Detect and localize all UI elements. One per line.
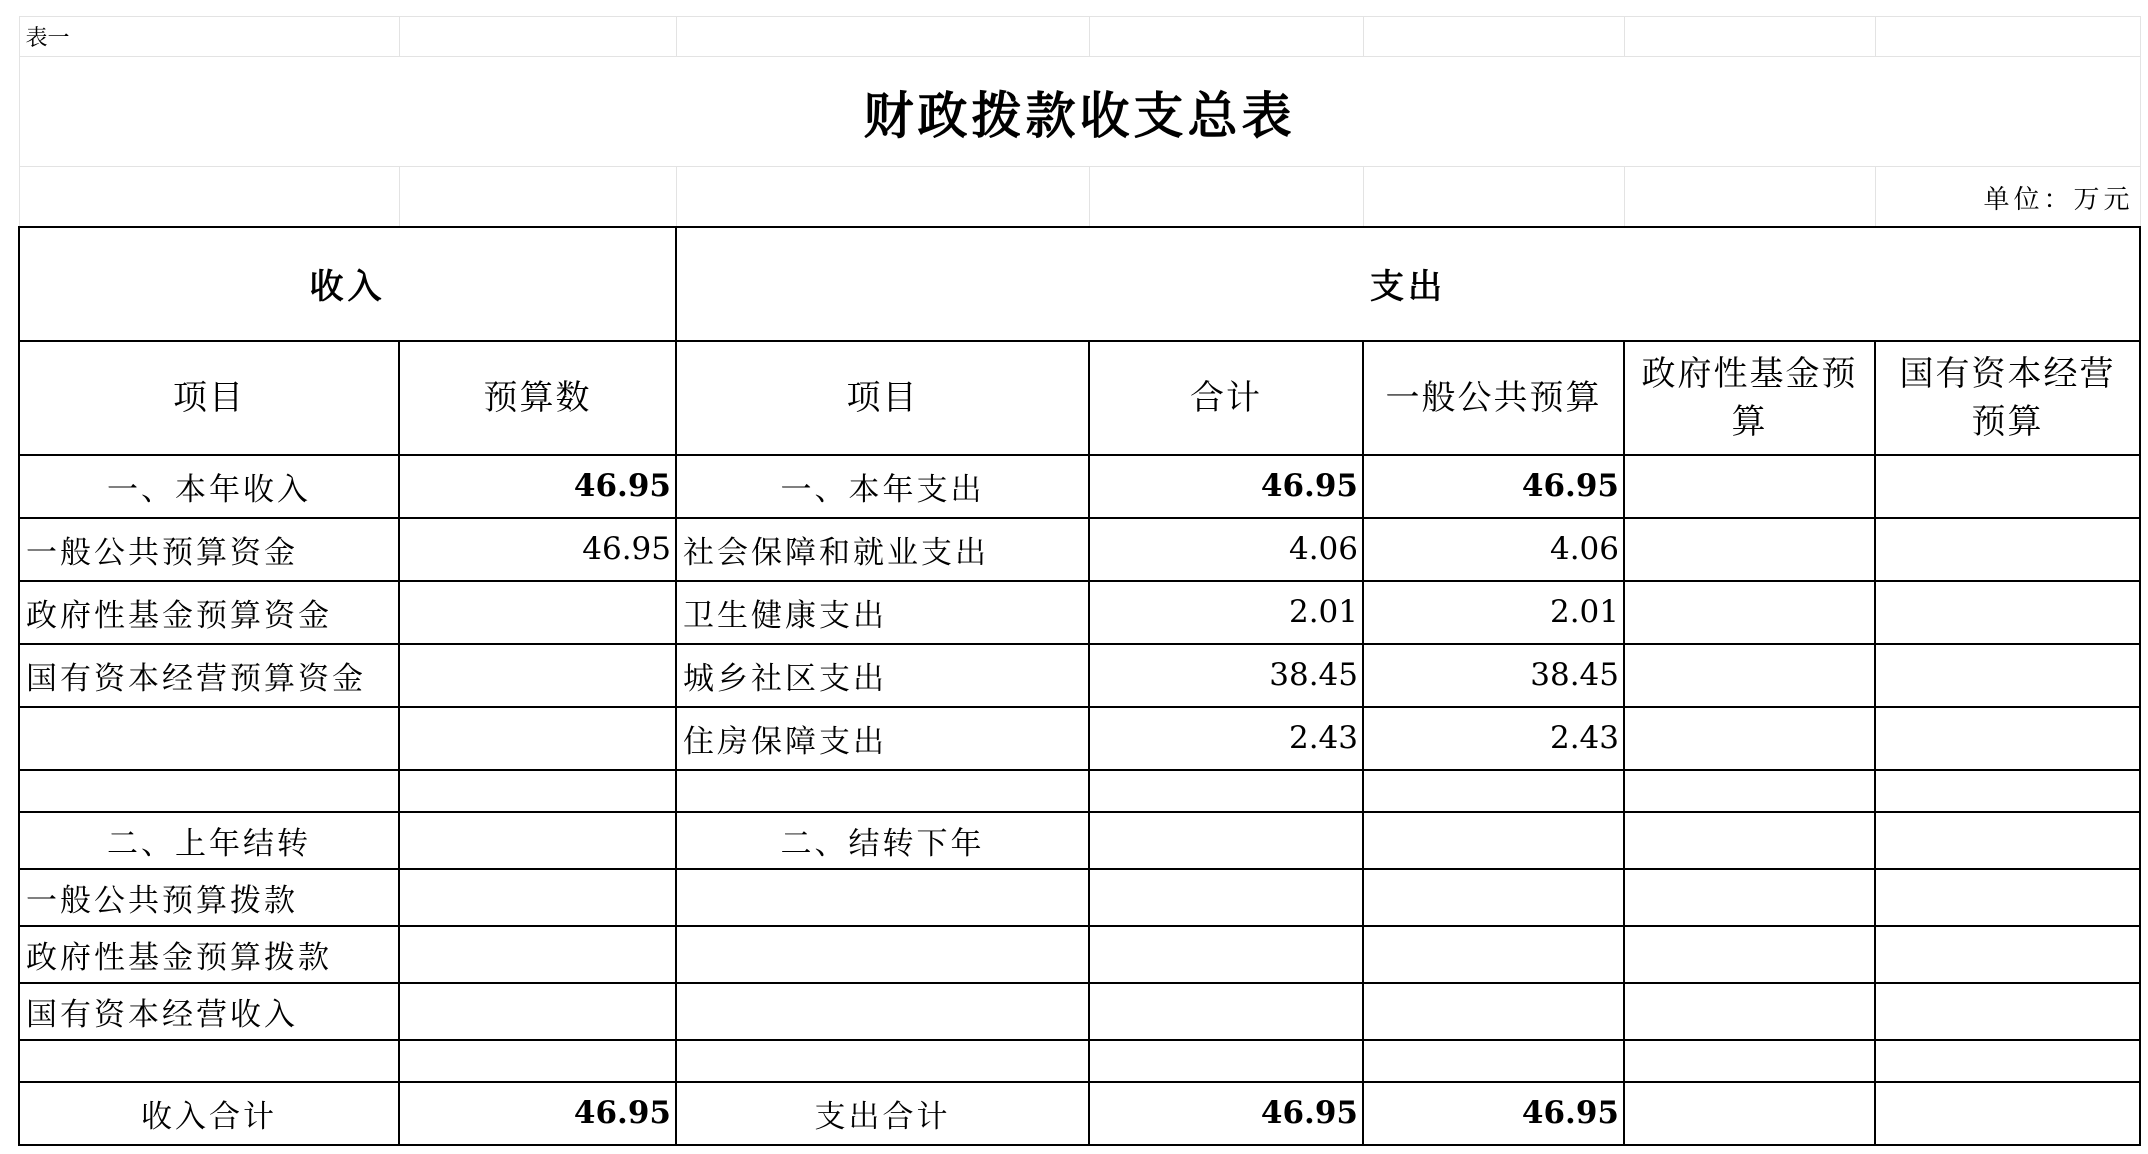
income-value: 46.95 — [399, 518, 676, 581]
income-value — [399, 983, 676, 1040]
expense-item — [676, 926, 1089, 983]
expense-total — [1089, 926, 1363, 983]
expense-fund — [1624, 581, 1875, 644]
expense-capital — [1875, 455, 2140, 518]
expense-capital — [1875, 644, 2140, 707]
expense-header: 支出 — [676, 227, 2140, 341]
expense-total — [1089, 983, 1363, 1040]
table-row — [19, 581, 2140, 644]
expense-total-label: 支出合计 — [676, 1082, 1089, 1145]
expense-total: 46.95 — [1089, 455, 1363, 518]
income-item: 一、本年收入 — [19, 455, 399, 518]
expense-fund — [1624, 707, 1875, 770]
income-item: 国有资本经营收入 — [19, 983, 399, 1040]
table-label: 表一 — [19, 17, 399, 57]
finance-summary-table — [18, 16, 2141, 1146]
expense-general — [1363, 812, 1624, 869]
income-total-value: 46.95 — [399, 1082, 676, 1145]
expense-total — [1089, 869, 1363, 926]
expense-general — [1363, 770, 1624, 812]
expense-item: 住房保障支出 — [676, 707, 1089, 770]
gov-fund-budget-header: 政府性基金预算 — [1624, 341, 1875, 455]
table-row — [19, 518, 2140, 581]
expense-general — [1363, 926, 1624, 983]
expense-general: 4.06 — [1363, 518, 1624, 581]
income-item: 政府性基金预算拨款 — [19, 926, 399, 983]
income-value — [399, 770, 676, 812]
table-row — [19, 983, 2140, 1040]
income-item: 一般公共预算资金 — [19, 518, 399, 581]
state-capital-budget-header: 国有资本经营预算 — [1875, 341, 2140, 455]
expense-total: 38.45 — [1089, 644, 1363, 707]
income-item: 国有资本经营预算资金 — [19, 644, 399, 707]
table-row — [19, 644, 2140, 707]
total-row — [19, 1082, 2140, 1145]
expense-total: 2.43 — [1089, 707, 1363, 770]
table-row — [19, 770, 2140, 812]
expense-item: 二、结转下年 — [676, 812, 1089, 869]
expense-fund — [1624, 1040, 1875, 1082]
income-item: 二、上年结转 — [19, 812, 399, 869]
expense-item: 社会保障和就业支出 — [676, 518, 1089, 581]
expense-capital — [1875, 707, 2140, 770]
expense-general: 38.45 — [1363, 644, 1624, 707]
income-value — [399, 1040, 676, 1082]
income-item-header: 项目 — [19, 341, 399, 455]
table-row — [19, 455, 2140, 518]
income-value — [399, 581, 676, 644]
expense-general: 46.95 — [1363, 455, 1624, 518]
expense-fund — [1624, 926, 1875, 983]
expense-item: 卫生健康支出 — [676, 581, 1089, 644]
income-value: 46.95 — [399, 455, 676, 518]
expense-general: 2.43 — [1363, 707, 1624, 770]
expense-general-total: 46.95 — [1363, 1082, 1624, 1145]
expense-fund-total — [1624, 1082, 1875, 1145]
expense-capital — [1875, 812, 2140, 869]
income-value — [399, 644, 676, 707]
expense-fund — [1624, 518, 1875, 581]
income-value — [399, 869, 676, 926]
expense-capital — [1875, 770, 2140, 812]
expense-total — [1089, 812, 1363, 869]
income-item: 一般公共预算拨款 — [19, 869, 399, 926]
expense-general — [1363, 983, 1624, 1040]
expense-total: 2.01 — [1089, 581, 1363, 644]
income-budget-header: 预算数 — [399, 341, 676, 455]
income-value — [399, 707, 676, 770]
expense-fund — [1624, 644, 1875, 707]
expense-fund — [1624, 455, 1875, 518]
expense-general — [1363, 1040, 1624, 1082]
expense-total — [1089, 1040, 1363, 1082]
expense-fund — [1624, 812, 1875, 869]
income-item — [19, 770, 399, 812]
expense-item — [676, 869, 1089, 926]
expense-item-header: 项目 — [676, 341, 1089, 455]
income-item — [19, 1040, 399, 1082]
expense-total: 4.06 — [1089, 518, 1363, 581]
expense-general — [1363, 869, 1624, 926]
unit-label: 单位：万元 — [1875, 167, 2140, 227]
expense-total-header: 合计 — [1089, 341, 1363, 455]
expense-item: 一、本年支出 — [676, 455, 1089, 518]
budget-sheet — [18, 16, 2141, 1146]
table-row — [19, 869, 2140, 926]
income-header: 收入 — [19, 227, 676, 341]
table-row — [19, 707, 2140, 770]
expense-general: 2.01 — [1363, 581, 1624, 644]
income-value — [399, 926, 676, 983]
expense-capital — [1875, 518, 2140, 581]
expense-capital — [1875, 983, 2140, 1040]
expense-capital-total — [1875, 1082, 2140, 1145]
income-total-label: 收入合计 — [19, 1082, 399, 1145]
expense-fund — [1624, 770, 1875, 812]
expense-capital — [1875, 1040, 2140, 1082]
expense-capital — [1875, 926, 2140, 983]
general-budget-header: 一般公共预算 — [1363, 341, 1624, 455]
income-value — [399, 812, 676, 869]
expense-fund — [1624, 869, 1875, 926]
income-item: 政府性基金预算资金 — [19, 581, 399, 644]
expense-item — [676, 983, 1089, 1040]
table-row — [19, 926, 2140, 983]
expense-capital — [1875, 869, 2140, 926]
expense-item — [676, 770, 1089, 812]
table-row — [19, 812, 2140, 869]
expense-total-value: 46.95 — [1089, 1082, 1363, 1145]
income-item — [19, 707, 399, 770]
expense-total — [1089, 770, 1363, 812]
page-title: 财政拨款收支总表 — [19, 57, 2140, 167]
expense-fund — [1624, 983, 1875, 1040]
expense-item: 城乡社区支出 — [676, 644, 1089, 707]
table-row — [19, 1040, 2140, 1082]
expense-capital — [1875, 581, 2140, 644]
expense-item — [676, 1040, 1089, 1082]
